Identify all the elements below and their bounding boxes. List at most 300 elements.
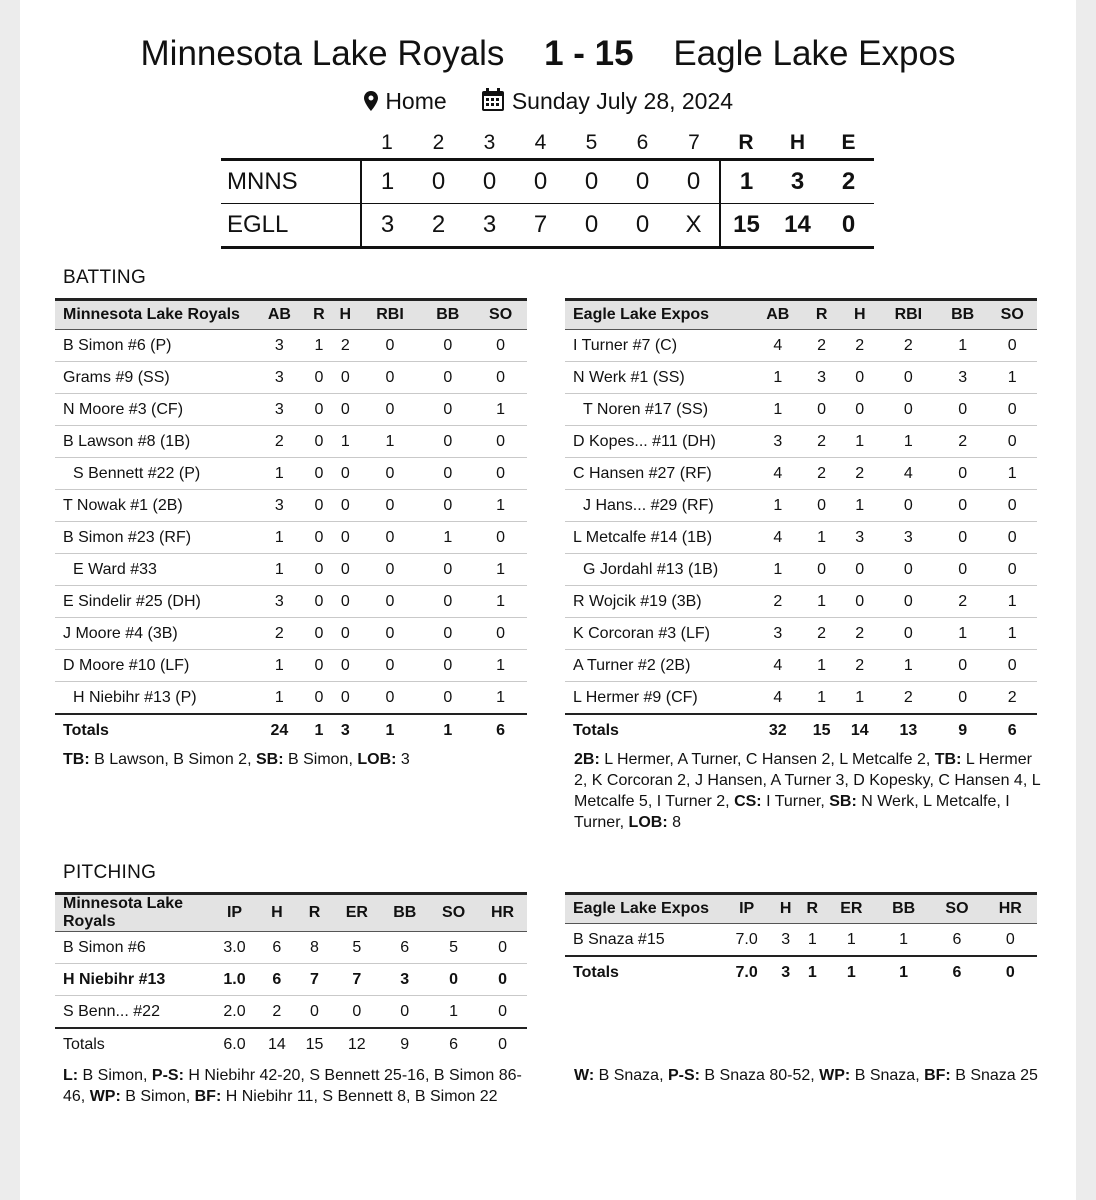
stat-cell: 0	[421, 458, 474, 490]
player-name: B Snaza #15	[565, 924, 721, 957]
stat-cell: 0	[359, 490, 422, 522]
table-row	[565, 458, 1037, 490]
stat-cell: 3	[253, 330, 306, 362]
stat-cell: 0	[421, 618, 474, 650]
table-row	[565, 650, 1037, 682]
stat-cell: 9	[380, 1028, 429, 1060]
stat-cell: 2	[753, 586, 803, 618]
col-header: ER	[333, 894, 380, 932]
stat-cell: 0	[332, 586, 358, 618]
linescore-table	[221, 128, 874, 249]
table-row	[565, 586, 1037, 618]
note-text: B Snaza,	[594, 1067, 668, 1084]
player-name: G Jordahl #13 (1B)	[565, 554, 753, 586]
stat-cell: 1	[987, 586, 1037, 618]
stat-cell: 0	[306, 458, 332, 490]
stat-cell: 1	[306, 714, 332, 746]
col-header: SO	[429, 894, 478, 932]
stat-cell: 0	[332, 554, 358, 586]
stat-cell: 0	[478, 932, 527, 964]
home-batting-table	[565, 298, 1037, 746]
location-pin-icon	[363, 90, 379, 112]
player-name: C Hansen #27 (RF)	[565, 458, 753, 490]
table-row	[55, 682, 527, 715]
stat-cell: 2	[803, 618, 841, 650]
stat-cell: 2	[253, 426, 306, 458]
home-pitching-notes	[574, 1065, 1044, 1086]
col-header: SO	[930, 894, 983, 924]
total-errors: 2	[823, 160, 874, 204]
table-header	[55, 894, 527, 932]
team-name: Eagle Lake Expos	[565, 300, 753, 330]
stat-cell: 1	[359, 426, 422, 458]
stat-cell: 0	[421, 394, 474, 426]
stat-cell: 3	[253, 362, 306, 394]
col-header: AB	[753, 300, 803, 330]
inning-header: 2	[432, 131, 445, 154]
stat-cell: 0	[421, 682, 474, 715]
stat-cell: 6	[930, 924, 983, 957]
stat-cell: 0	[984, 956, 1037, 988]
stat-cell: 3	[753, 618, 803, 650]
col-header: R	[803, 300, 841, 330]
table-header	[565, 894, 1037, 924]
player-name: B Simon #6	[55, 932, 211, 964]
stat-cell: 0	[478, 996, 527, 1029]
stat-cell: 0	[421, 650, 474, 682]
stat-cell: 0	[879, 394, 938, 426]
stat-cell: 1	[799, 924, 826, 957]
stat-cell: 4	[753, 682, 803, 715]
stat-cell: 1	[253, 682, 306, 715]
note-label: LOB:	[628, 814, 668, 831]
errors-header: E	[841, 131, 856, 154]
stat-cell: 0	[306, 522, 332, 554]
stat-cell: 0	[332, 682, 358, 715]
stat-cell: 7	[296, 964, 334, 996]
stat-cell: 6	[930, 956, 983, 988]
stat-cell: 3	[879, 522, 938, 554]
stat-cell: 0	[306, 426, 332, 458]
stat-cell: 15	[296, 1028, 334, 1060]
stat-cell: 0	[359, 330, 422, 362]
total-hits: 3	[772, 160, 823, 204]
stat-cell: 0	[359, 554, 422, 586]
stat-cell: 8	[296, 932, 334, 964]
note-label: L:	[63, 1067, 79, 1084]
stat-cell: 0	[987, 650, 1037, 682]
stat-cell: 0	[332, 490, 358, 522]
stat-cell: 1	[253, 554, 306, 586]
table-row	[565, 490, 1037, 522]
totals-row	[55, 714, 527, 746]
note-text: H Niebihr 42-20, S Bennett 25-16, B Simon 86-46,	[63, 1067, 522, 1105]
stat-cell: 1	[421, 714, 474, 746]
stat-cell: 2.0	[211, 996, 258, 1029]
stat-cell: 0	[987, 522, 1037, 554]
hits-header: H	[789, 131, 806, 154]
team-name: Minnesota Lake Royals	[55, 894, 211, 932]
away-batting-box	[55, 298, 527, 746]
col-header: IP	[211, 894, 258, 932]
game-date: Sunday July 28, 2024	[511, 88, 734, 114]
stat-cell: 0	[938, 458, 988, 490]
team-abbr: MNNS	[221, 160, 361, 204]
stat-cell: 2	[987, 682, 1037, 715]
table-row	[565, 618, 1037, 650]
inning-score: 0	[413, 160, 464, 204]
stat-cell: 3	[938, 362, 988, 394]
stat-cell: 1	[826, 956, 877, 988]
note-text: B Snaza 25	[950, 1067, 1038, 1084]
game-info	[0, 88, 1096, 115]
stat-cell: 0	[938, 490, 988, 522]
stat-cell: 1	[753, 554, 803, 586]
table-row	[565, 330, 1037, 362]
stat-cell: 0	[474, 426, 527, 458]
player-name: K Corcoran #3 (LF)	[565, 618, 753, 650]
table-row	[55, 426, 527, 458]
stat-cell: 1	[474, 394, 527, 426]
col-header: AB	[253, 300, 306, 330]
stat-cell: 1	[474, 490, 527, 522]
stat-cell: 0	[474, 330, 527, 362]
home-pitching-box	[565, 892, 1037, 988]
player-name: S Bennett #22 (P)	[55, 458, 253, 490]
player-name: D Moore #10 (LF)	[55, 650, 253, 682]
col-header: R	[296, 894, 334, 932]
stat-cell: 0	[938, 522, 988, 554]
stat-cell: 0	[429, 964, 478, 996]
note-text: B Simon,	[78, 1067, 152, 1084]
player-name: D Kopes... #11 (DH)	[565, 426, 753, 458]
stat-cell: 2	[938, 586, 988, 618]
inning-header: 4	[534, 131, 547, 154]
stat-cell: 9	[938, 714, 988, 746]
location-label: Home	[385, 88, 447, 114]
table-row	[565, 362, 1037, 394]
stat-cell: 2	[879, 330, 938, 362]
note-text: B Simon,	[283, 751, 358, 768]
stat-cell: 1	[938, 330, 988, 362]
stat-cell: 0	[841, 554, 879, 586]
col-header: SO	[987, 300, 1037, 330]
stat-cell: 0	[306, 362, 332, 394]
stat-cell: 1	[803, 522, 841, 554]
table-row	[55, 458, 527, 490]
table-row	[55, 362, 527, 394]
stat-cell: 3	[841, 522, 879, 554]
stat-cell: 2	[258, 996, 296, 1029]
team-name: Eagle Lake Expos	[565, 894, 721, 924]
home-pitching-table	[565, 892, 1037, 988]
team-abbr: EGLL	[221, 204, 361, 248]
totals-label: Totals	[55, 1028, 211, 1060]
stat-cell: 0	[306, 682, 332, 715]
stat-cell: 6	[380, 932, 429, 964]
totals-row	[565, 956, 1037, 988]
player-name: J Hans... #29 (RF)	[565, 490, 753, 522]
stat-cell: 0	[987, 426, 1037, 458]
stat-cell: 0	[987, 394, 1037, 426]
stat-cell: 0	[332, 394, 358, 426]
player-name: B Simon #23 (RF)	[55, 522, 253, 554]
stat-cell: 6	[258, 964, 296, 996]
stat-cell: 0	[332, 522, 358, 554]
table-row	[55, 996, 527, 1029]
table-row	[55, 932, 527, 964]
stat-cell: 3	[380, 964, 429, 996]
stat-cell: 0	[421, 554, 474, 586]
note-label: 2B:	[574, 751, 600, 768]
stat-cell: 0	[879, 618, 938, 650]
home-batting-notes	[574, 749, 1044, 833]
stat-cell: 1	[753, 394, 803, 426]
table-row	[55, 522, 527, 554]
stat-cell: 2	[803, 458, 841, 490]
table-row	[55, 330, 527, 362]
inning-score: 1	[361, 160, 413, 204]
stat-cell: 0	[478, 1028, 527, 1060]
player-name: A Turner #2 (2B)	[565, 650, 753, 682]
player-name: S Benn... #22	[55, 996, 211, 1029]
stat-cell: 14	[841, 714, 879, 746]
stat-cell: 1	[841, 426, 879, 458]
col-header: BB	[938, 300, 988, 330]
away-team-name: Minnesota Lake Royals	[140, 34, 505, 73]
note-label: CS:	[734, 793, 762, 810]
stat-cell: 0	[803, 394, 841, 426]
stat-cell: 0	[332, 618, 358, 650]
stat-cell: 0	[380, 996, 429, 1029]
stat-cell: 1	[429, 996, 478, 1029]
stat-cell: 0	[841, 586, 879, 618]
stat-cell: 1	[938, 618, 988, 650]
stat-cell: 1	[879, 426, 938, 458]
inning-score: 2	[413, 204, 464, 248]
stat-cell: 0	[879, 586, 938, 618]
totals-row	[565, 714, 1037, 746]
note-label: W:	[574, 1067, 595, 1084]
note-text: L Hermer, A Turner, C Hansen 2, L Metcalfe 2,	[599, 751, 935, 768]
stat-cell: 7	[333, 964, 380, 996]
note-text: N Werk, L Metcalfe, I Turner,	[574, 793, 1010, 831]
game-header	[0, 34, 1096, 74]
stat-cell: 0	[333, 996, 380, 1029]
stat-cell: 0	[879, 362, 938, 394]
inning-score: X	[668, 204, 720, 248]
col-header: ER	[826, 894, 877, 924]
col-header: BB	[421, 300, 474, 330]
stat-cell: 0	[987, 490, 1037, 522]
stat-cell: 3	[253, 586, 306, 618]
stat-cell: 14	[258, 1028, 296, 1060]
inning-score: 3	[361, 204, 413, 248]
table-row	[565, 394, 1037, 426]
stat-cell: 6	[429, 1028, 478, 1060]
stat-cell: 4	[879, 458, 938, 490]
player-name: T Nowak #1 (2B)	[55, 490, 253, 522]
inning-header: 6	[636, 131, 649, 154]
stat-cell: 0	[938, 394, 988, 426]
stat-cell: 0	[359, 394, 422, 426]
stat-cell: 0	[841, 394, 879, 426]
stat-cell: 3	[332, 714, 358, 746]
stat-cell: 32	[753, 714, 803, 746]
stat-cell: 1	[753, 490, 803, 522]
stat-cell: 3.0	[211, 932, 258, 964]
stat-cell: 0	[306, 650, 332, 682]
inning-score: 0	[617, 204, 668, 248]
stat-cell: 0	[421, 586, 474, 618]
away-pitching-box	[55, 892, 527, 1060]
col-header: RBI	[879, 300, 938, 330]
col-header: HR	[984, 894, 1037, 924]
note-label: WP:	[819, 1067, 851, 1084]
note-label: P-S:	[667, 1067, 700, 1084]
stat-cell: 1	[879, 650, 938, 682]
stat-cell: 0	[359, 682, 422, 715]
stat-cell: 1	[421, 522, 474, 554]
pitching-section-title: PITCHING	[63, 862, 157, 883]
note-label: BF:	[194, 1088, 222, 1105]
col-header: HR	[478, 894, 527, 932]
stat-cell: 6	[258, 932, 296, 964]
note-text: 8	[667, 814, 681, 831]
inning-score: 7	[515, 204, 566, 248]
home-batting-box	[565, 298, 1037, 746]
stat-cell: 1	[803, 650, 841, 682]
col-header: IP	[721, 894, 772, 924]
stat-cell: 0	[879, 490, 938, 522]
stat-cell: 0	[306, 394, 332, 426]
note-label: LOB:	[357, 751, 397, 768]
col-header: H	[332, 300, 358, 330]
stat-cell: 1	[877, 924, 930, 957]
stat-cell: 0	[803, 490, 841, 522]
player-name: N Werk #1 (SS)	[565, 362, 753, 394]
inning-score: 0	[515, 160, 566, 204]
stat-cell: 6	[987, 714, 1037, 746]
stat-cell: 12	[333, 1028, 380, 1060]
total-runs: 15	[720, 204, 772, 248]
stat-cell: 0	[296, 996, 334, 1029]
stat-cell: 0	[359, 618, 422, 650]
inning-header: 1	[381, 131, 393, 154]
stat-cell: 1	[826, 924, 877, 957]
stat-cell: 0	[474, 458, 527, 490]
stat-cell: 0	[421, 490, 474, 522]
stat-cell: 15	[803, 714, 841, 746]
player-name: H Niebihr #13	[55, 964, 211, 996]
stat-cell: 1	[803, 586, 841, 618]
stat-cell: 3	[253, 490, 306, 522]
note-text: I Turner,	[761, 793, 830, 810]
stat-cell: 0	[332, 458, 358, 490]
inning-header: 7	[688, 131, 700, 154]
calendar-icon	[481, 88, 505, 112]
note-label: SB:	[829, 793, 857, 810]
note-text: B Snaza,	[850, 1067, 925, 1084]
totals-label: Totals	[565, 714, 753, 746]
stat-cell: 0	[359, 522, 422, 554]
stat-cell: 0	[332, 362, 358, 394]
batting-section-title: BATTING	[63, 267, 147, 288]
stat-cell: 0	[421, 362, 474, 394]
inning-score: 0	[566, 204, 617, 248]
col-header: R	[799, 894, 826, 924]
stat-cell: 1	[987, 362, 1037, 394]
stat-cell: 4	[753, 458, 803, 490]
stat-cell: 3	[753, 426, 803, 458]
inning-score: 3	[464, 204, 515, 248]
stat-cell: 13	[879, 714, 938, 746]
final-score: 1 - 15	[544, 34, 634, 73]
stat-cell: 1	[841, 490, 879, 522]
stat-cell: 0	[987, 554, 1037, 586]
total-runs: 1	[720, 160, 772, 204]
player-name: I Turner #7 (C)	[565, 330, 753, 362]
player-name: E Sindelir #25 (DH)	[55, 586, 253, 618]
inning-score: 0	[668, 160, 720, 204]
stat-cell: 1	[803, 682, 841, 715]
stat-cell: 1	[474, 682, 527, 715]
stat-cell: 2	[841, 458, 879, 490]
inning-header: 3	[483, 131, 496, 154]
note-label: TB:	[63, 751, 90, 768]
player-name: R Wojcik #19 (3B)	[565, 586, 753, 618]
team-name: Minnesota Lake Royals	[55, 300, 253, 330]
player-name: N Moore #3 (CF)	[55, 394, 253, 426]
total-hits: 14	[772, 204, 823, 248]
stat-cell: 0	[306, 554, 332, 586]
stat-cell: 0	[478, 964, 527, 996]
stat-cell: 1	[359, 714, 422, 746]
stat-cell: 0	[984, 924, 1037, 957]
stat-cell: 0	[359, 458, 422, 490]
stat-cell: 2	[332, 330, 358, 362]
runs-header: R	[738, 131, 754, 154]
stat-cell: 1	[753, 362, 803, 394]
note-text: B Simon,	[120, 1088, 195, 1105]
stat-cell: 4	[753, 330, 803, 362]
note-label: BF:	[924, 1067, 951, 1084]
stat-cell: 0	[306, 618, 332, 650]
inning-score: 0	[566, 160, 617, 204]
stat-cell: 0	[421, 426, 474, 458]
stat-cell: 2	[841, 618, 879, 650]
stat-cell: 0	[474, 522, 527, 554]
note-label: P-S:	[151, 1067, 184, 1084]
table-row	[55, 964, 527, 996]
stat-cell: 1	[877, 956, 930, 988]
home-team-name: Eagle Lake Expos	[673, 34, 956, 73]
totals-label: Totals	[55, 714, 253, 746]
stat-cell: 0	[306, 586, 332, 618]
away-batting-table	[55, 298, 527, 746]
stat-cell: 0	[841, 362, 879, 394]
stat-cell: 2	[803, 426, 841, 458]
table-header	[55, 300, 527, 330]
note-text: B Snaza 80-52,	[699, 1067, 820, 1084]
stat-cell: 2	[803, 330, 841, 362]
stat-cell: 1	[332, 426, 358, 458]
note-text: B Lawson, B Simon 2,	[89, 751, 256, 768]
stat-cell: 2	[938, 426, 988, 458]
player-name: B Simon #6 (P)	[55, 330, 253, 362]
stat-cell: 0	[421, 330, 474, 362]
stat-cell: 2	[879, 682, 938, 715]
